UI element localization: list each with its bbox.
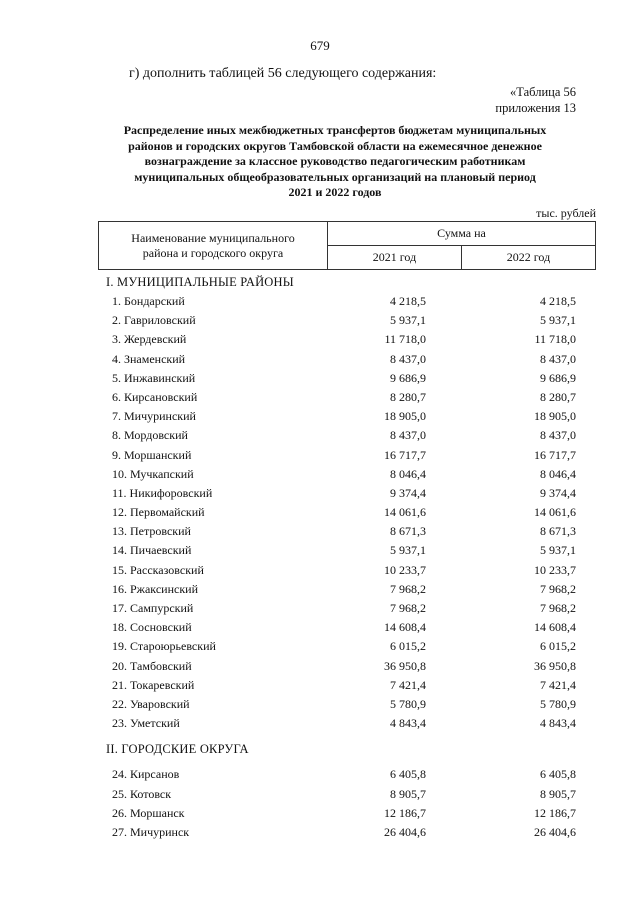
row-name: 27. Мичуринск bbox=[112, 824, 190, 839]
row-value-2022: 8 437,0 bbox=[540, 351, 576, 366]
table-row bbox=[104, 765, 596, 784]
row-value-2021: 36 950,8 bbox=[384, 658, 426, 673]
row-value-2021: 26 404,6 bbox=[384, 824, 426, 839]
table-row bbox=[104, 369, 596, 388]
table-row bbox=[104, 561, 596, 580]
header-name-line2: района и городского округа bbox=[142, 245, 284, 260]
row-name: 14. Пичаевский bbox=[112, 543, 192, 558]
table-row bbox=[104, 823, 596, 842]
header-name-cell bbox=[99, 222, 328, 270]
row-name: 25. Котовск bbox=[112, 786, 172, 801]
row-value-2022: 36 950,8 bbox=[534, 658, 576, 673]
row-value-2022: 5 780,9 bbox=[540, 696, 576, 711]
row-name: 24. Кирсанов bbox=[112, 767, 180, 782]
row-value-2022: 9 686,9 bbox=[540, 370, 576, 385]
row-value-2021: 8 437,0 bbox=[390, 428, 426, 443]
table-row bbox=[104, 599, 596, 618]
row-name: 4. Знаменский bbox=[112, 351, 186, 366]
row-value-2022: 6 015,2 bbox=[540, 639, 576, 654]
row-value-2021: 6 405,8 bbox=[390, 767, 426, 782]
row-name: 5. Инжавинский bbox=[112, 370, 196, 385]
row-value-2021: 14 608,4 bbox=[384, 620, 426, 635]
table-row bbox=[104, 292, 596, 311]
table-row bbox=[104, 580, 596, 599]
row-value-2021: 5 780,9 bbox=[390, 696, 426, 711]
row-value-2021: 11 718,0 bbox=[384, 332, 426, 347]
title-line-4: муниципальных общеобразовательных организаций на плановый период bbox=[134, 169, 536, 184]
title-line-1: Распределение иных межбюджетных трансфертов бюджетам муниципальных bbox=[123, 123, 547, 137]
row-value-2022: 18 905,0 bbox=[534, 409, 576, 424]
row-value-2022: 4 843,4 bbox=[540, 716, 576, 731]
row-value-2021: 4 218,5 bbox=[390, 294, 426, 308]
row-name: 8. Мордовский bbox=[112, 428, 188, 443]
row-value-2022: 5 937,1 bbox=[540, 543, 576, 558]
title-line-5: 2021 и 2022 годов bbox=[288, 185, 382, 199]
row-value-2022: 6 405,8 bbox=[540, 767, 576, 782]
row-value-2021: 7 968,2 bbox=[390, 601, 426, 615]
row-value-2021: 9 374,4 bbox=[390, 485, 426, 500]
row-value-2021: 16 717,7 bbox=[384, 447, 426, 462]
row-value-2022: 7 968,2 bbox=[540, 581, 576, 596]
table-row bbox=[104, 695, 596, 714]
section-heading bbox=[104, 272, 596, 292]
table-reference-line2: приложения 13 bbox=[495, 101, 576, 115]
section-title: II. ГОРОДСКИЕ ОКРУГА bbox=[106, 742, 249, 757]
row-name: 21. Токаревский bbox=[112, 677, 195, 692]
row-value-2022: 8 905,7 bbox=[540, 786, 576, 801]
row-value-2022: 8 280,7 bbox=[540, 389, 576, 404]
row-value-2021: 5 937,1 bbox=[390, 543, 426, 558]
title-line-2: районов и городских округов Тамбовской области на ежемесячное денежное bbox=[128, 138, 542, 153]
table-row bbox=[104, 522, 596, 541]
table-row bbox=[104, 407, 596, 426]
table-row bbox=[104, 785, 596, 804]
row-value-2021: 8 280,7 bbox=[390, 389, 426, 404]
row-name: 20. Тамбовский bbox=[112, 658, 192, 673]
row-value-2021: 8 905,7 bbox=[390, 786, 426, 801]
row-name: 10. Мучкапский bbox=[112, 466, 194, 481]
row-value-2021: 8 437,0 bbox=[390, 351, 426, 366]
table-row bbox=[104, 618, 596, 637]
table-row bbox=[104, 804, 596, 823]
table-reference bbox=[495, 84, 576, 116]
row-value-2022: 5 937,1 bbox=[540, 313, 576, 328]
row-value-2021: 7 968,2 bbox=[390, 581, 426, 596]
row-value-2022: 7 968,2 bbox=[540, 601, 576, 615]
row-name: 6. Кирсановский bbox=[112, 389, 198, 404]
row-value-2021: 9 686,9 bbox=[390, 370, 426, 385]
row-value-2022: 26 404,6 bbox=[534, 824, 576, 839]
table-row bbox=[104, 350, 596, 369]
table-row bbox=[104, 541, 596, 560]
row-value-2022: 4 218,5 bbox=[540, 294, 576, 308]
table-row bbox=[104, 676, 596, 695]
page-number: 679 bbox=[310, 38, 330, 53]
table-row bbox=[104, 637, 596, 656]
row-value-2021: 18 905,0 bbox=[384, 409, 426, 424]
section-title: I. МУНИЦИПАЛЬНЫЕ РАЙОНЫ bbox=[106, 275, 294, 289]
row-value-2021: 10 233,7 bbox=[384, 562, 426, 577]
row-value-2022: 8 046,4 bbox=[540, 466, 576, 481]
header-sum-cell: Сумма на bbox=[328, 222, 596, 246]
table-header bbox=[98, 221, 596, 270]
table-row bbox=[104, 714, 596, 733]
row-value-2022: 14 061,6 bbox=[534, 505, 576, 520]
row-value-2022: 11 718,0 bbox=[534, 332, 576, 347]
intro-text: г) дополнить таблицей 56 следующего содержания: bbox=[129, 66, 437, 81]
row-value-2021: 8 046,4 bbox=[390, 466, 426, 481]
row-name: 11. Никифоровский bbox=[112, 485, 213, 500]
units-label: тыс. рублей bbox=[536, 206, 596, 220]
title-line-3: вознаграждение за классное руководство педагогическим работникам bbox=[144, 154, 526, 168]
row-name: 15. Рассказовский bbox=[112, 562, 204, 577]
row-name: 19. Староюрьевский bbox=[112, 639, 216, 654]
table-row bbox=[104, 426, 596, 445]
header-name-line1: Наименование муниципального bbox=[131, 230, 295, 245]
row-value-2022: 14 608,4 bbox=[534, 620, 576, 635]
row-name: 1. Бондарский bbox=[112, 294, 185, 308]
row-name: 23. Уметский bbox=[112, 716, 180, 731]
row-value-2021: 4 843,4 bbox=[390, 716, 426, 731]
table-row bbox=[104, 311, 596, 330]
row-name: 16. Ржаксинский bbox=[112, 581, 198, 596]
row-value-2021: 6 015,2 bbox=[390, 639, 426, 654]
table-row bbox=[104, 484, 596, 503]
row-value-2021: 12 186,7 bbox=[384, 805, 426, 820]
row-value-2021: 14 061,6 bbox=[384, 505, 426, 520]
table-row bbox=[104, 446, 596, 465]
document-title bbox=[100, 123, 570, 201]
table-row bbox=[104, 330, 596, 349]
row-name: 22. Уваровский bbox=[112, 696, 190, 711]
row-value-2022: 12 186,7 bbox=[534, 805, 576, 820]
table-reference-line1: «Таблица 56 bbox=[510, 85, 576, 99]
row-name: 26. Моршанск bbox=[112, 805, 185, 820]
row-name: 18. Сосновский bbox=[112, 620, 192, 635]
table-row bbox=[104, 465, 596, 484]
row-value-2021: 8 671,3 bbox=[390, 524, 426, 539]
header-year-2022: 2022 год bbox=[462, 246, 596, 270]
table-body bbox=[104, 272, 596, 842]
row-value-2022: 8 437,0 bbox=[540, 428, 576, 443]
row-name: 7. Мичуринский bbox=[112, 409, 196, 424]
row-name: 3. Жердевский bbox=[112, 332, 187, 347]
row-value-2021: 5 937,1 bbox=[390, 313, 426, 328]
row-value-2022: 7 421,4 bbox=[540, 677, 576, 692]
table-row bbox=[104, 388, 596, 407]
row-name: 9. Моршанский bbox=[112, 447, 192, 462]
row-name: 17. Сампурский bbox=[112, 601, 194, 615]
row-name: 2. Гавриловский bbox=[112, 313, 196, 328]
row-value-2022: 16 717,7 bbox=[534, 447, 576, 462]
row-value-2021: 7 421,4 bbox=[390, 677, 426, 692]
row-value-2022: 9 374,4 bbox=[540, 485, 576, 500]
row-value-2022: 10 233,7 bbox=[534, 562, 576, 577]
section-heading bbox=[104, 739, 596, 759]
row-name: 13. Петровский bbox=[112, 524, 191, 539]
row-name: 12. Первомайский bbox=[112, 505, 205, 520]
table-row bbox=[104, 503, 596, 522]
header-year-2021: 2021 год bbox=[328, 246, 462, 270]
table-row bbox=[104, 657, 596, 676]
row-value-2022: 8 671,3 bbox=[540, 524, 576, 539]
